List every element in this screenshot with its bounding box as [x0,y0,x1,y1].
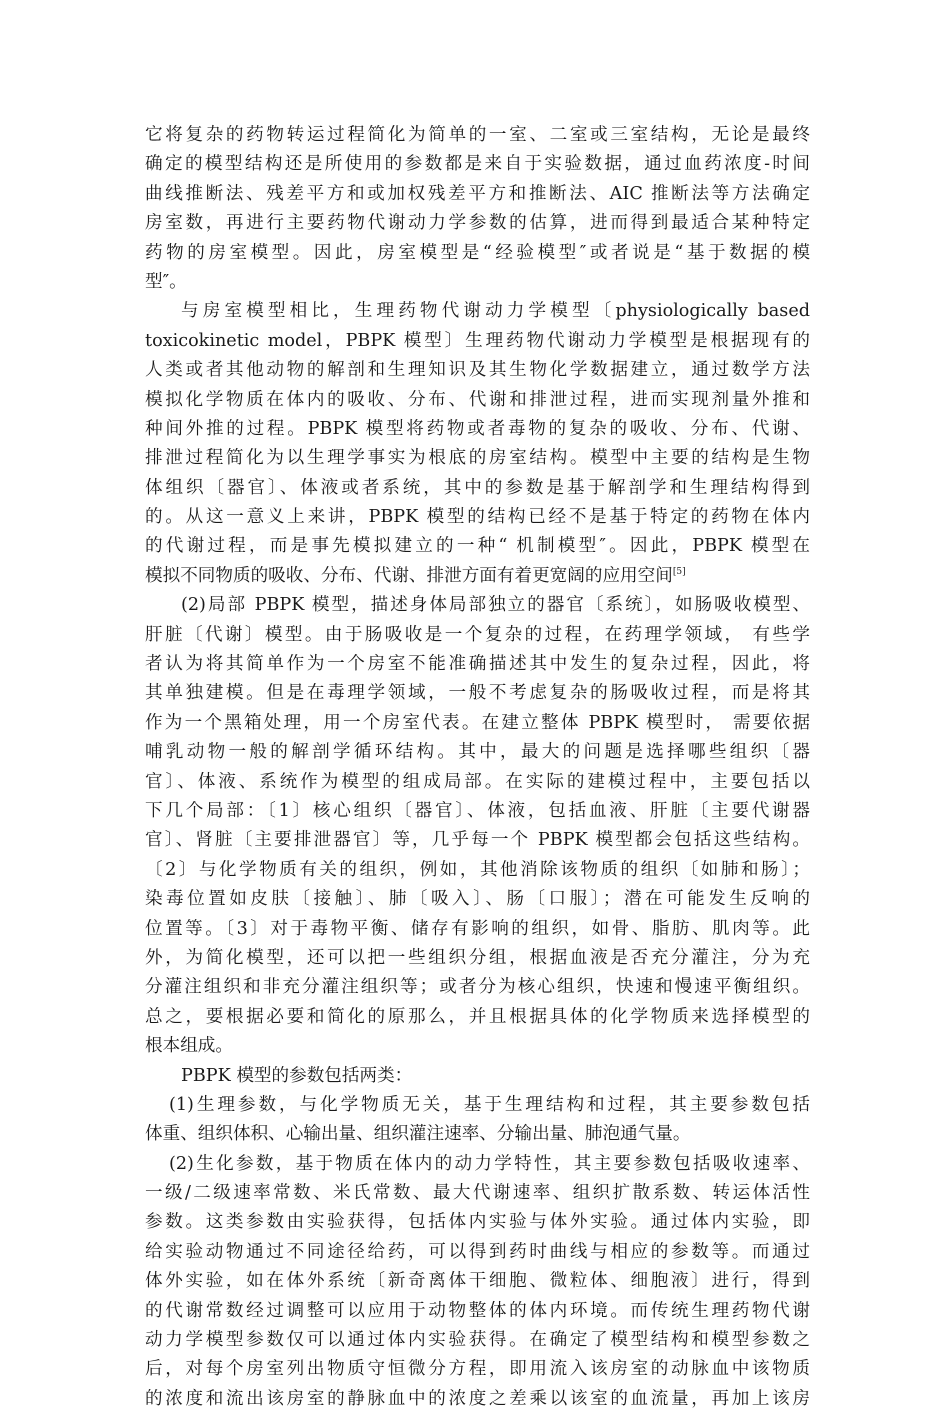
text-line: 肝脏〔代谢〕模型。由于肠吸收是一个复杂的过程，在药理学领域， 有些学 [145,624,810,645]
text-line: 的代谢常数经过调整可以应用于动物整体的体内环境。而传统生理药物代谢 [145,1300,810,1321]
citation-reference: [5] [672,566,686,577]
text-line: 其单独建模。但是在毒理学领域，一般不考虑复杂的肠吸收过程，而是将其 [145,683,810,704]
text-line: 体外实验，如在体外系统〔新奇离体干细胞、微粒体、细胞液〕进行，得到 [145,1271,810,1292]
document-body [145,121,810,1414]
text-line: 体重、组织体积、心输出量、组织灌注速率、分输出量、肺泡通气量。 [145,1124,691,1145]
text-line: 一级/二级速率常数、米氏常数、最大代谢速率、组织扩散系数、转运体活性 [145,1183,810,1204]
text-line: 的。从这一意义上来讲，PBPK 模型的结构已经不是基于特定的药物在体内 [145,507,810,528]
text-line: 参数。这类参数由实验获得，包括体内实验与体外实验。通过体内实验，即 [145,1212,810,1233]
text-line: 染毒位置如皮肤〔接触〕、肺〔吸入〕、肠〔口服〕；潜在可能发生反响的 [145,889,810,910]
paragraph-first-line: 与房室模型相比，生理药物代谢动力学模型〔physiologically based [181,301,810,322]
text-line: 总之，要根据必要和简化的原那么，并且根据具体的化学物质来选择模型的 [145,1006,810,1027]
text-line: 曲线推断法、残差平方和或加权残差平方和推断法、AIC 推断法等方法确定 [145,183,810,204]
text-line: 官〕、体液、系统作为模型的组成局部。在实际的建模过程中，主要包括以 [145,771,810,792]
text-line: 哺乳动物一般的解剖学循环结构。其中，最大的问题是选择哪些组织〔器 [145,742,810,763]
text-line: 确定的模型结构还是所使用的参数都是来自于实验数据，通过血药浓度-时间 [145,154,810,175]
text-line: 房室数，再进行主要药物代谢动力学参数的估算，进而得到最适合某种特定 [145,213,810,234]
text-line: 人类或者其他动物的解剖和生理知识及其生物化学数据建立，通过数学方法 [145,360,810,381]
text-line: 它将复杂的药物转运过程简化为简单的一室、二室或三室结构，无论是最终 [145,125,810,145]
text-line: 官〕、肾脏〔主要排泄器官〕等，几乎每一个 PBPK 模型都会包括这些结构。 [145,830,810,851]
text-line-with-citation [145,562,810,591]
text-line: 排泄过程简化为以生理学事实为根底的房室结构。模型中主要的结构是生物 [145,448,810,469]
text-line: 模拟化学物质在体内的吸收、分布、代谢和排泄过程，进而实现剂量外推和 [145,389,810,410]
text-line: 根本组成。 [145,1036,233,1057]
text-line: 动力学模型参数仅可以通过体内实验获得。在确定了模型结构和模型参数之 [145,1330,810,1351]
text-line: 作为一个黑箱处理，用一个房室代表。在建立整体 PBPK 模型时， 需要依据 [145,712,810,733]
text-line: 者认为将其简单作为一个房室不能准确描述其中发生的复杂过程，因此，将 [145,654,810,675]
text-line: 药物的房室模型。因此，房室模型是“经验模型″或者说是“基于数据的模 [145,242,810,263]
text-line: 体组织〔器官〕、体液或者系统，其中的参数是基于解剖学和生理结构得到 [145,477,810,498]
text-line: 后，对每个房室列出物质守恒微分方程，即用流入该房室的动脉血中该物质 [145,1359,810,1380]
paragraph-first-line: PBPK 模型的参数包括两类： [181,1065,413,1086]
paragraph-first-line: (2)生化参数，基于物质在体内的动力学特性，其主要参数包括吸收速率、 [169,1153,810,1174]
text-line: toxicokinetic model，PBPK 模型〕生理药物代谢动力学模型是根据现有的 [145,330,810,351]
text-line: 分灌注组织和非充分灌注组织等；或者分为核心组织，快速和慢速平衡组织。 [145,977,810,998]
text-line: 的浓度和流出该房室的静脉血中的浓度之差乘以该室的血流量，再加上该房 [145,1388,810,1409]
text-line: 种间外推的过程。PBPK 模型将药物或者毒物的复杂的吸收、分布、代谢、 [145,418,810,439]
text-line: 给实验动物通过不同途径给药，可以得到药时曲线与相应的参数等。而通过 [145,1241,810,1262]
text-line: 下几个局部：〔1〕核心组织〔器官〕、体液，包括血液、肝脏〔主要代谢器 [145,800,810,821]
text-line: 外，为简化模型，还可以把一些组织分组，根据血液是否充分灌注，分为充 [145,947,810,968]
text-line-content: 模拟不同物质的吸收、分布、代谢、排泄方面有着更宽阔的应用空间 [145,565,673,586]
text-line: 的代谢过程，而是事先模拟建立的一种“ 机制模型″。因此，PBPK 模型在 [145,536,810,557]
paragraph-first-line: (2)局部 PBPK 模型，描述身体局部独立的器官〔系统〕，如肠吸收模型、 [181,595,810,616]
text-line: 位置等。〔3〕对于毒物平衡、储存有影响的组织，如骨、脂肪、肌肉等。此 [145,918,810,939]
text-line: 〔2〕与化学物质有关的组织，例如，其他消除该物质的组织〔如肺和肠〕； [145,859,810,880]
text-line: 型″。 [145,271,187,292]
paragraph-first-line: (1)生理参数，与化学物质无关，基于生理结构和过程，其主要参数包括 [169,1094,810,1115]
